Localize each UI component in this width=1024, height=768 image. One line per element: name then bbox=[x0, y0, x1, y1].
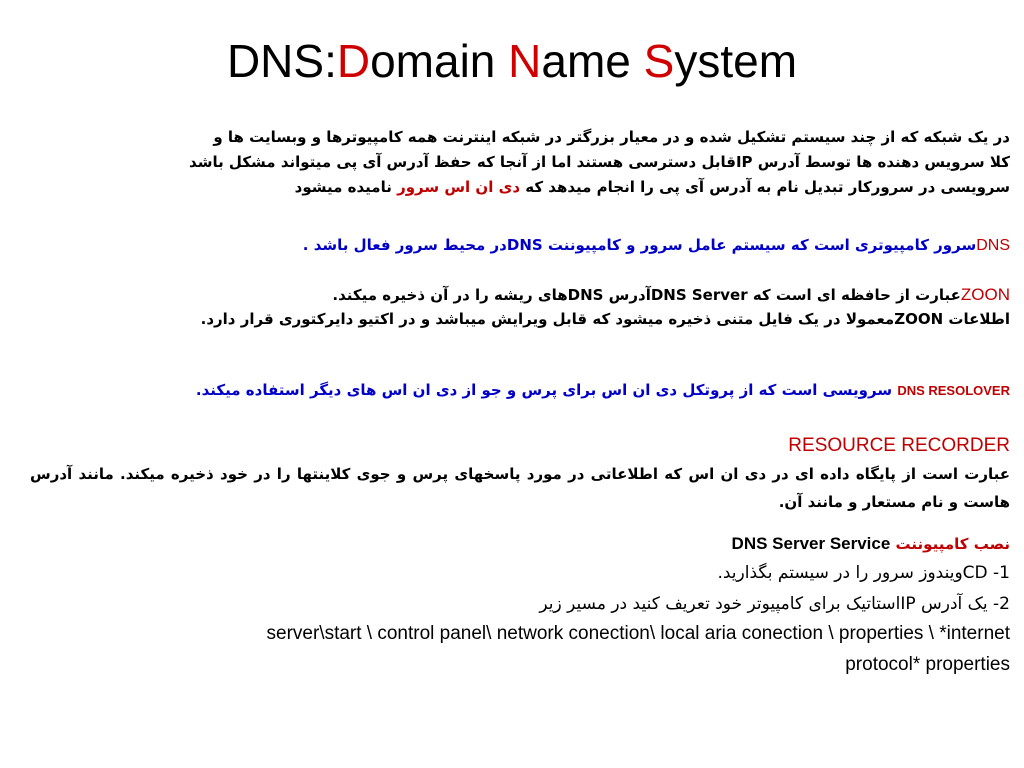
title-letter-d: D bbox=[336, 35, 371, 87]
intro-line-3 bbox=[30, 175, 1010, 200]
intro-line-1: در یک شبکه که از چند سیستم تشکیل شده و در معیار بزرگتر در شبکه اینترنت همه کامپیوترها و وبسایت ها و bbox=[213, 128, 1010, 146]
install-path-line-2: protocol* properties bbox=[845, 654, 1010, 675]
resolver-text: سرویسی است که از پروتکل دی ان اس برای پرس و جو از دی ان اس های دیگر استفاده میکند. bbox=[195, 381, 898, 399]
intro-line-3-a: سرویسی در سرورکار تبدیل نام به آدرس آی پی را انجام میدهد که bbox=[520, 178, 1010, 196]
title-ystem: ystem bbox=[674, 35, 798, 87]
install-heading-latin: DNS Server Service bbox=[731, 534, 891, 553]
zoon-line-2: اطلاعات ZOONمعمولا در یک فایل متنی ذخیره میشود که قابل ویرایش میباشد و در اکتیو دایرکتوری قرار دارد. bbox=[200, 310, 1010, 328]
install-section bbox=[30, 530, 1010, 620]
title-omain: omain bbox=[370, 35, 509, 87]
intro-line-3-red: دی ان اس سرور bbox=[397, 178, 521, 196]
resolver-label: DNS RESOLOVER bbox=[897, 383, 1010, 398]
recorder-text: عبارت است از پایگاه داده ای در دی ان اس که اطلاعاتی در مورد پاسخهای پرس و جوی کلاینتها را در خود ذخیره میکند. مانند آدرس هاست و نام مستعار و مانند آن. bbox=[30, 465, 1010, 511]
recorder-section bbox=[30, 432, 1010, 516]
slide-title bbox=[0, 34, 1024, 89]
title-prefix: DNS: bbox=[226, 35, 337, 87]
zoon-section bbox=[30, 282, 1010, 332]
install-step-1: CD -1ویندوز سرور را در سیستم بگذارید. bbox=[717, 563, 1010, 583]
install-path bbox=[20, 618, 1010, 680]
dns-label: DNS bbox=[976, 237, 1010, 254]
title-letter-s: S bbox=[643, 35, 675, 87]
zoon-label: ZOON bbox=[960, 285, 1010, 304]
dns-definition-text: سرور کامپیوتری است که سیستم عامل سرور و کامپیوننت DNSدر محیط سرور فعال باشد . bbox=[302, 236, 977, 254]
title-letter-n: N bbox=[508, 35, 542, 87]
install-heading: نصب کامپیوننت bbox=[890, 535, 1010, 553]
title-ame: ame bbox=[541, 35, 644, 87]
recorder-label: RESOURCE RECORDER bbox=[788, 435, 1010, 456]
install-path-line-1: server\start \ control panel\ network conection\ local aria conection \ properties \ *internet bbox=[266, 623, 1010, 644]
dns-definition bbox=[30, 233, 1010, 258]
intro-line-2: کلا سرویس دهنده ها توسط آدرس IPقابل دسترسی هستند اما از آنجا که حفظ آدرس آی پی میتواند مشکل باشد bbox=[189, 153, 1010, 171]
intro-paragraph bbox=[30, 125, 1010, 200]
install-step-2: 2- یک آدرس IPاستاتیک برای کامپیوتر خود تعریف کنید در مسیر زیر bbox=[539, 594, 1010, 614]
intro-line-3-b: نامیده میشود bbox=[294, 178, 398, 196]
zoon-line-1: عبارت از حافظه ای است که DNS Serverآدرس DNSهای ریشه را در آن ذخیره میکند. bbox=[332, 286, 961, 304]
resolver-section bbox=[30, 378, 1010, 403]
